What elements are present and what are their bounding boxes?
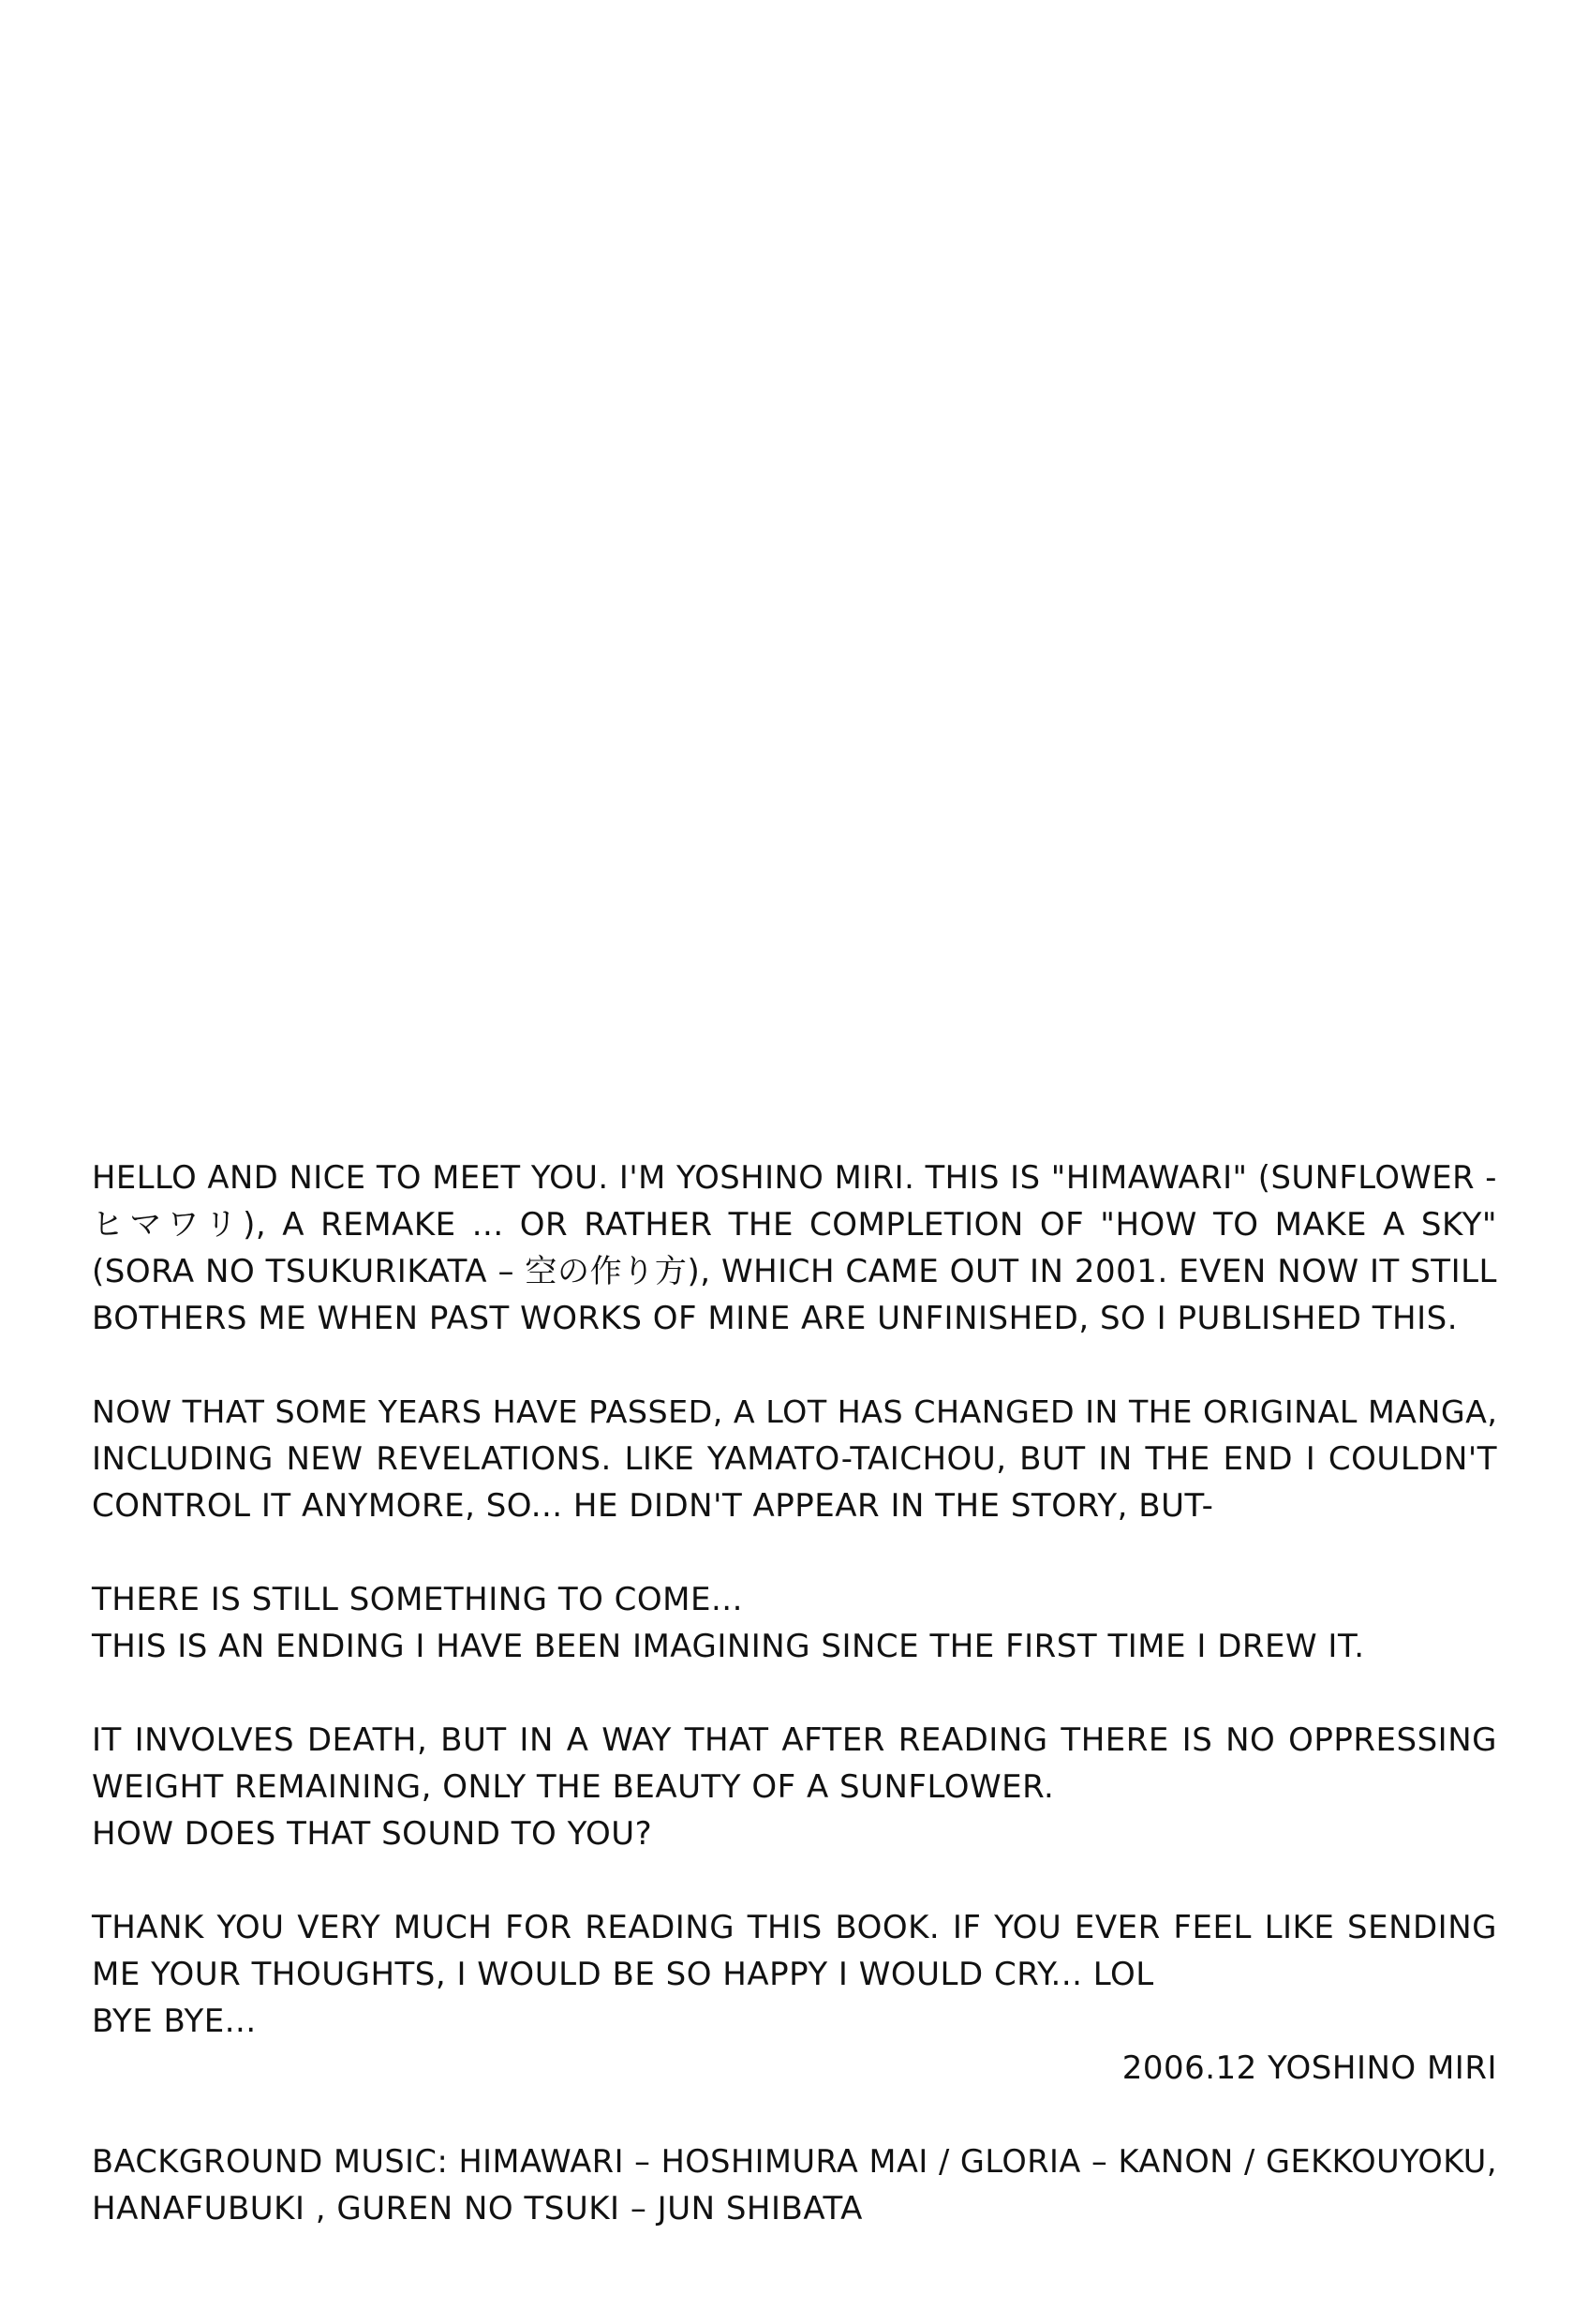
author-signature: 2006.12 YOSHINO MIRI bbox=[1121, 2049, 1497, 2087]
text-line: THANK YOU VERY MUCH FOR READING THIS BOOK. IF YOU EVER FEEL LIKE SENDING bbox=[92, 1909, 1497, 1946]
text-line: IT INVOLVES DEATH, BUT IN A WAY THAT AFTER READING THERE IS NO OPPRESSING bbox=[92, 1721, 1497, 1759]
text-line: INCLUDING NEW REVELATIONS. LIKE YAMATO-TAICHOU, BUT IN THE END I COULDN'T bbox=[92, 1440, 1497, 1478]
text-line: ME YOUR THOUGHTS, I WOULD BE SO HAPPY I WOULD CRY... LOL bbox=[92, 1956, 1154, 1993]
text-line: NOW THAT SOME YEARS HAVE PASSED, A LOT HAS CHANGED IN THE ORIGINAL MANGA, bbox=[92, 1393, 1498, 1430]
text-line: BOTHERS ME WHEN PAST WORKS OF MINE ARE UNFINISHED, SO I PUBLISHED THIS. bbox=[92, 1300, 1459, 1337]
paragraph-introduction bbox=[92, 1155, 1497, 1342]
text-line: HELLO AND NICE TO MEET YOU. I'M YOSHINO MIRI. THIS IS "HIMAWARI" (SUNFLOWER - bbox=[92, 1159, 1497, 1196]
paragraph-death bbox=[92, 1717, 1497, 1857]
text-line: (SORA NO TSUKURIKATA – 空の作り方), WHICH CAME OUT IN 2001. EVEN NOW IT STILL bbox=[92, 1253, 1497, 1290]
background-music-credits bbox=[92, 2138, 1497, 2232]
paragraph-thanks bbox=[92, 1904, 1497, 2045]
afterword-text bbox=[92, 1155, 1497, 2232]
text-line: CONTROL IT ANYMORE, SO... HE DIDN'T APPEAR IN THE STORY, BUT- bbox=[92, 1487, 1214, 1525]
paragraph-ending bbox=[92, 1576, 1497, 1670]
paragraph-changes bbox=[92, 1389, 1497, 1529]
text-line: ヒマワリ), A REMAKE ... OR RATHER THE COMPLETION OF "HOW TO MAKE A SKY" bbox=[92, 1206, 1497, 1244]
text-line: THIS IS AN ENDING I HAVE BEEN IMAGINING SINCE THE FIRST TIME I DREW IT. bbox=[92, 1628, 1365, 1665]
text-line: BYE BYE... bbox=[92, 2003, 257, 2040]
text-line: BACKGROUND MUSIC: HIMAWARI – HOSHIMURA MAI / GLORIA – KANON / GEKKOUYOKU, bbox=[92, 2143, 1497, 2180]
text-line: HANAFUBUKI , GUREN NO TSUKI – JUN SHIBATA bbox=[92, 2190, 863, 2227]
text-line: HOW DOES THAT SOUND TO YOU? bbox=[92, 1815, 653, 1853]
text-line: THERE IS STILL SOMETHING TO COME... bbox=[92, 1581, 743, 1618]
text-line: WEIGHT REMAINING, ONLY THE BEAUTY OF A SUNFLOWER. bbox=[92, 1768, 1055, 1806]
